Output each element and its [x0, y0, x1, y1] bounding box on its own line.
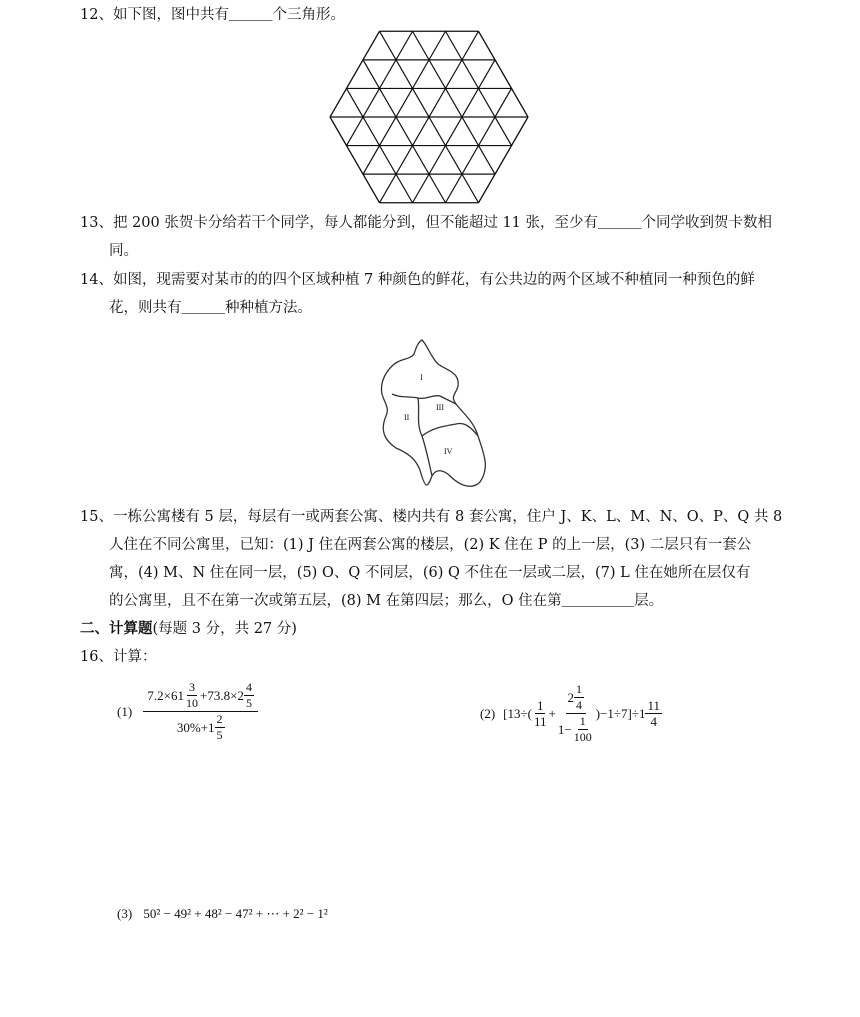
q13-line1: 13、把 200 张贺卡分给若干个同学，每人都能分到，但不能超过 11 张，至少有＿＿＿个同学收到贺卡数相 [80, 215, 773, 231]
grid-line [413, 60, 496, 203]
grid-line [363, 31, 446, 174]
grid-line [479, 31, 529, 117]
p2-tag: (2) [480, 705, 496, 721]
grid-line [330, 117, 380, 203]
q14-blank: ＿＿＿ [181, 300, 225, 316]
p2-complex-fraction: 2 $\frac{1}{4}$ 1− $\frac{1}{100}$ [557, 682, 592, 744]
q15-blank: ＿＿＿＿＿ [561, 593, 635, 609]
region-label-ii: II [404, 413, 410, 422]
q12-blank: ＿＿＿ [228, 7, 273, 23]
q15-line1: 15、一栋公寓楼有 5 层，每层有一或两套公寓、楼内共有 8 套公寓，住户 J、K、L、M、N、O、P、Q 共 8 [80, 509, 783, 525]
q16-problem-1 [117, 680, 258, 743]
q14-line1: 14、如图，现需要对某市的的四个区域种植 7 种颜色的鲜花，有公共边的两个区域不种植同一种预色的鲜 [80, 272, 755, 288]
grid-line [363, 60, 446, 203]
q15-line2: 人住在不同公寓里，已知：(1) J 住在两套公寓的楼层，(2) K 住在 P 的上一层，(3) 二层只有一套公 [109, 537, 752, 553]
p1-tag: (1) [117, 703, 133, 719]
q16-label: 16、计算： [80, 649, 157, 665]
region-label-iii: III [436, 403, 444, 412]
hexagon-triangle-grid [328, 28, 530, 206]
q16-problem-3 [117, 906, 328, 922]
section2-heading [80, 619, 297, 639]
q16-problem-2: (2) [13÷( $\frac{1}{11}$ + 2 $\frac{1}{4}$ 1− $\frac{1}{100}$ )−1÷7]÷1 $\frac{11}{4}$ [480, 682, 660, 744]
region-label-i: I [420, 373, 423, 382]
city-regions-map [378, 336, 498, 492]
q13-blank: ＿＿＿ [598, 215, 642, 231]
region-border-3 [422, 424, 478, 437]
q14-line2: 花，则共有＿＿＿种种植方法。 [109, 300, 312, 316]
grid-line [413, 31, 496, 174]
region-border-1 [392, 394, 456, 404]
p1-main-fraction: 7.2×61 $\frac{3}{10}$ +73.8×2 $\frac{4}{5}$ 30%+1 $\frac{2}{5}$ [143, 680, 258, 743]
q15-line3: 寓，(4) M、N 住在同一层，(5) O、Q 不同层，(6) Q 不住在一层或二层，(7) L 住在她所在层仅有 [109, 565, 751, 581]
p3-expression: 50² − 49² + 48² − 47² + ⋯ + 2² − 1² [143, 906, 328, 921]
grid-line [479, 117, 529, 203]
q12-text: 12、如下图，图中共有＿＿＿个三角形。 [80, 7, 345, 23]
region-border-2 [418, 398, 432, 476]
q13-line2: 同。 [109, 243, 138, 259]
section2-title: 二、计算题 [80, 620, 153, 637]
p3-tag: (3) [117, 906, 133, 921]
region-label-iv: IV [444, 447, 453, 456]
grid-line [330, 31, 380, 117]
region-outline [381, 340, 485, 486]
section2-note: (每题 3 分，共 27 分) [152, 621, 297, 637]
q15-line4: 的公寓里，且不在第一次或第五层，(8) M 在第四层；那么，O 住在第＿＿＿＿＿层。 [109, 593, 664, 609]
